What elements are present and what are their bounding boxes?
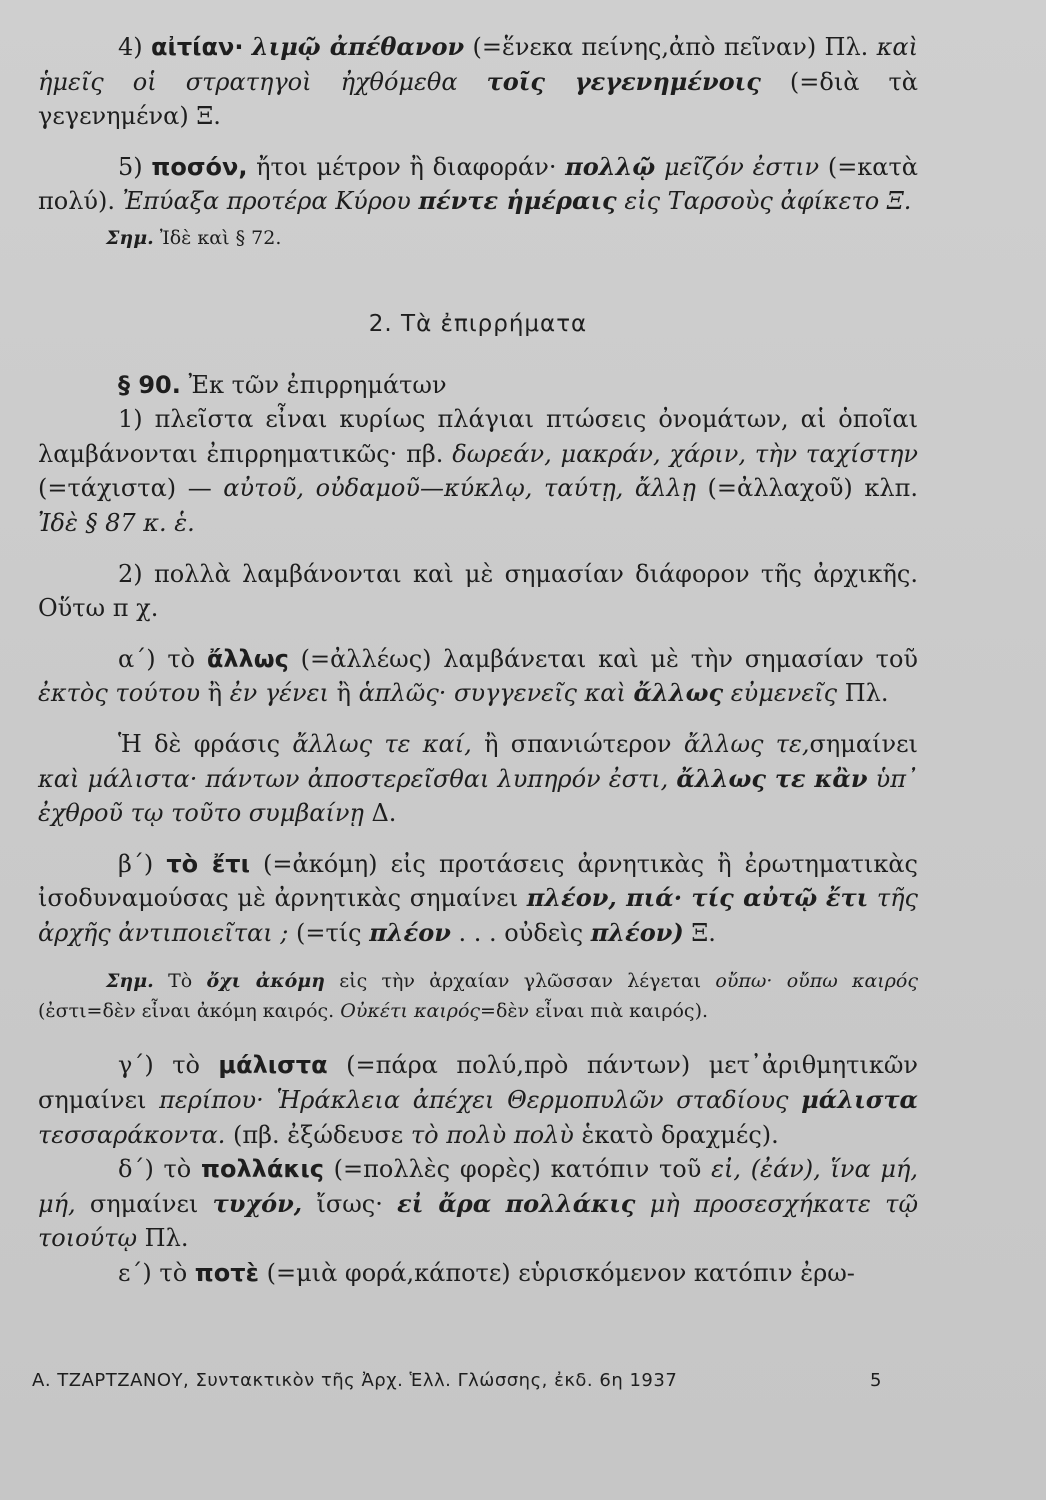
item-a: [38, 642, 918, 711]
item-a-phrase: [38, 727, 918, 831]
item-c: [38, 1048, 918, 1152]
paren-text: (=τάχιστα) —: [38, 474, 212, 503]
term: τὸ ἔτι: [166, 849, 250, 878]
text: ἤτοι μέτρον ἢ διαφοράν·: [256, 152, 557, 181]
example: ὑπ᾽ ἐχθροῦ τῳ τοῦτο συμβαίνῃ: [38, 764, 918, 828]
text: (=πολλὲς φορὲς) κατόπιν τοῦ: [333, 1155, 702, 1184]
text: (=ἀκόμη) εἰς προτάσεις ἀρνητικὰς ἢ ἐρωτηματικὰς ἰσοδυναμούσας μὲ ἀρνητικὰς σημαίνει: [38, 849, 918, 913]
example-bold: πλέον, πιά· τίς αὐτῷ: [526, 883, 818, 913]
item-label: α΄) τὸ: [118, 644, 196, 673]
note-label: Σημ.: [106, 970, 154, 993]
text: εἰς τὴν ἀρχαίαν γλῶσσαν λέγεται: [339, 970, 702, 993]
item-label: β΄): [118, 849, 154, 878]
example: μεῖζόν ἐστιν: [663, 152, 820, 181]
reference: Ἰδὲ § 87 κ. ἑ.: [38, 508, 195, 537]
text: ἴσως·: [316, 1189, 383, 1218]
example-bold: ἔτι: [825, 883, 869, 913]
note-1: [38, 223, 918, 253]
item-1: [38, 402, 918, 540]
example-bold: μάλιστα: [801, 1085, 919, 1115]
term: ἄλλως: [206, 644, 289, 673]
example: οὔπω· οὔπω καιρός: [715, 970, 918, 993]
text: σημαίνει: [809, 729, 918, 758]
paragraph-4: [38, 30, 918, 134]
text: (=πάρα πολύ,πρὸ πάντων) μετ᾽ἀριθμητικῶν σημαίνει: [38, 1051, 918, 1115]
paren-text: (=τίς: [295, 918, 362, 947]
example-bold: πολλῷ: [565, 151, 656, 181]
paren-text: (=ἕνεκα πείνης,ἀπὸ πεῖναν) Πλ.: [472, 33, 869, 61]
item-label: γ΄) τὸ: [118, 1051, 200, 1080]
text: Τὸ: [168, 970, 193, 993]
paren-text: (πβ. ἐξώδευσε: [232, 1120, 404, 1149]
example: ἁπλῶς· συγγενεῖς καὶ: [358, 679, 626, 708]
example: εἰ, (ἐάν), ἵνα μή, μή,: [38, 1155, 918, 1218]
item-2: [38, 557, 918, 626]
text: ἢ: [207, 679, 223, 708]
paren-text: (ἐστι=δὲν εἶναι ἀκόμη καιρός.: [38, 1000, 335, 1023]
paren-text: (=ἀλλαχοῦ) κλπ.: [707, 474, 918, 503]
text: ἢ σπανιώτερον: [484, 729, 672, 758]
page-text: [38, 30, 918, 1291]
example-bold: ὄχι ἀκόμη: [206, 970, 325, 993]
text: Ἐκ τῶν ἐπιρρημάτων: [188, 370, 447, 399]
text: (=μιὰ φορά,κάποτε) εὑρισκόμενον κατόπιν ἐρω-: [266, 1259, 855, 1288]
example-bold: εἰ ἄρα: [397, 1188, 492, 1218]
section-number: § 90.: [118, 370, 181, 399]
item-label: ε΄) τὸ: [118, 1259, 188, 1288]
paren-text: (=διὰ τὰ γεγενημένα) Ξ.: [38, 67, 918, 131]
paragraph-5: [38, 150, 918, 219]
example: εἰς Ταρσοὺς ἀφίκετο Ξ.: [624, 187, 912, 216]
source: Δ.: [371, 799, 397, 828]
example-bold: πολλάκις: [505, 1188, 636, 1218]
page-number: 5: [870, 1370, 882, 1391]
item-label: 1): [118, 405, 143, 434]
item-label: 5): [118, 152, 143, 181]
source: Ξ.: [691, 918, 716, 947]
item-label: 4): [118, 33, 143, 61]
example: ἄλλως τε,: [683, 729, 810, 758]
text: σημαίνει: [89, 1189, 199, 1218]
text: (=ἀλλέως) λαμβάνεται καὶ μὲ τὴν σημασίαν τοῦ: [300, 644, 918, 673]
note-2: [38, 966, 918, 1026]
example: ἄλλως τε καί,: [292, 729, 472, 758]
example: λιμῷ ἀπέθανον: [251, 32, 465, 61]
item-d: [38, 1152, 918, 1256]
text: πολλὰ λαμβάνονται καὶ μὲ σημασίαν διάφορον τῆς ἀρχικῆς. Οὕτω π χ.: [38, 559, 918, 623]
footer-citation: Α. ΤΖΑΡΤΖΑΝΟΥ, Συντακτικὸν τῆς Ἀρχ. Ἑλλ. Γλώσσης, ἐκδ. 6η 1937: [32, 1370, 678, 1391]
item-label: 2): [118, 559, 143, 588]
example: καὶ ἡμεῖς οἱ στρατηγοὶ ἠχθόμεθα: [38, 33, 918, 96]
example-bold: ἄλλως: [633, 678, 724, 708]
example: τὸ πολὺ πολὺ: [410, 1120, 574, 1149]
example: μὴ προσεσχήκατε τῷ τοιούτῳ: [38, 1189, 919, 1253]
example-bold: ἄλλως τε κἂν: [676, 763, 868, 793]
example: αὐτοῦ, οὐδαμοῦ—κύκλῳ, ταύτῃ, ἄλλῃ: [223, 474, 696, 503]
example: Οὐκέτι καιρός: [340, 1000, 481, 1023]
paren-text: ἑκατὸ δραχμές).: [581, 1120, 779, 1149]
example-bold: τοῖς γεγενημένοις: [486, 66, 761, 96]
example: ἐν γένει: [229, 679, 329, 708]
example-bold: τυχόν,: [212, 1188, 303, 1218]
example-bold: πλέον): [590, 917, 684, 947]
example: εὐμενεῖς: [730, 679, 838, 708]
paren-text: (=κατὰ πολύ).: [38, 152, 918, 216]
term: αἰτίαν·: [150, 33, 244, 61]
source: Πλ.: [144, 1224, 189, 1253]
item-e: [38, 1256, 918, 1291]
term: ποσόν,: [151, 152, 248, 181]
text: ἢ: [336, 679, 351, 708]
example-bold: πλέον: [369, 917, 451, 947]
item-b: [38, 847, 918, 951]
text: πλεῖστα εἶναι κυρίως πλάγιαι πτώσεις ὀνομάτων, αἱ ὁποῖαι λαμβάνονται ἐπιρρηματικῶς· πβ.: [38, 405, 918, 468]
section-90-intro: [38, 368, 918, 403]
source: Πλ.: [844, 679, 889, 708]
text: . . . οὐδεὶς: [458, 918, 584, 947]
example-bold: πέντε ἡμέραις: [418, 186, 617, 216]
item-label: δ΄) τὸ: [118, 1155, 192, 1184]
example: ἐκτὸς τούτου: [38, 679, 201, 708]
example: τῆς ἀρχῆς ἀντιποιεῖται ;: [38, 884, 918, 947]
note-text: Ἰδὲ καὶ § 72.: [159, 226, 282, 249]
paren-text: =δὲν εἶναι πιὰ καιρός).: [480, 1000, 709, 1023]
note-label: Σημ.: [106, 226, 154, 249]
example: δωρεάν, μακράν, χάριν, τὴν ταχίστην: [452, 439, 918, 468]
text: Ἡ δὲ φράσις: [118, 729, 281, 758]
example: καὶ μάλιστα· πάντων ἀποστερεῖσθαι λυπηρόν ἐστι,: [38, 764, 669, 793]
example: Ἐπύαξα προτέρα Κύρου: [122, 187, 411, 216]
term: μάλιστα: [218, 1051, 328, 1080]
section-heading: 2. Τὰ ἐπιρρήματα: [368, 310, 588, 337]
example: περίπου· Ἡράκλεια ἀπέχει Θερμοπυλῶν σταδίους: [159, 1086, 789, 1115]
example: τεσσαράκοντα.: [38, 1120, 226, 1149]
term: ποτὲ: [194, 1259, 259, 1288]
term: πολλάκις: [200, 1155, 324, 1184]
page-footer: [32, 1370, 882, 1391]
